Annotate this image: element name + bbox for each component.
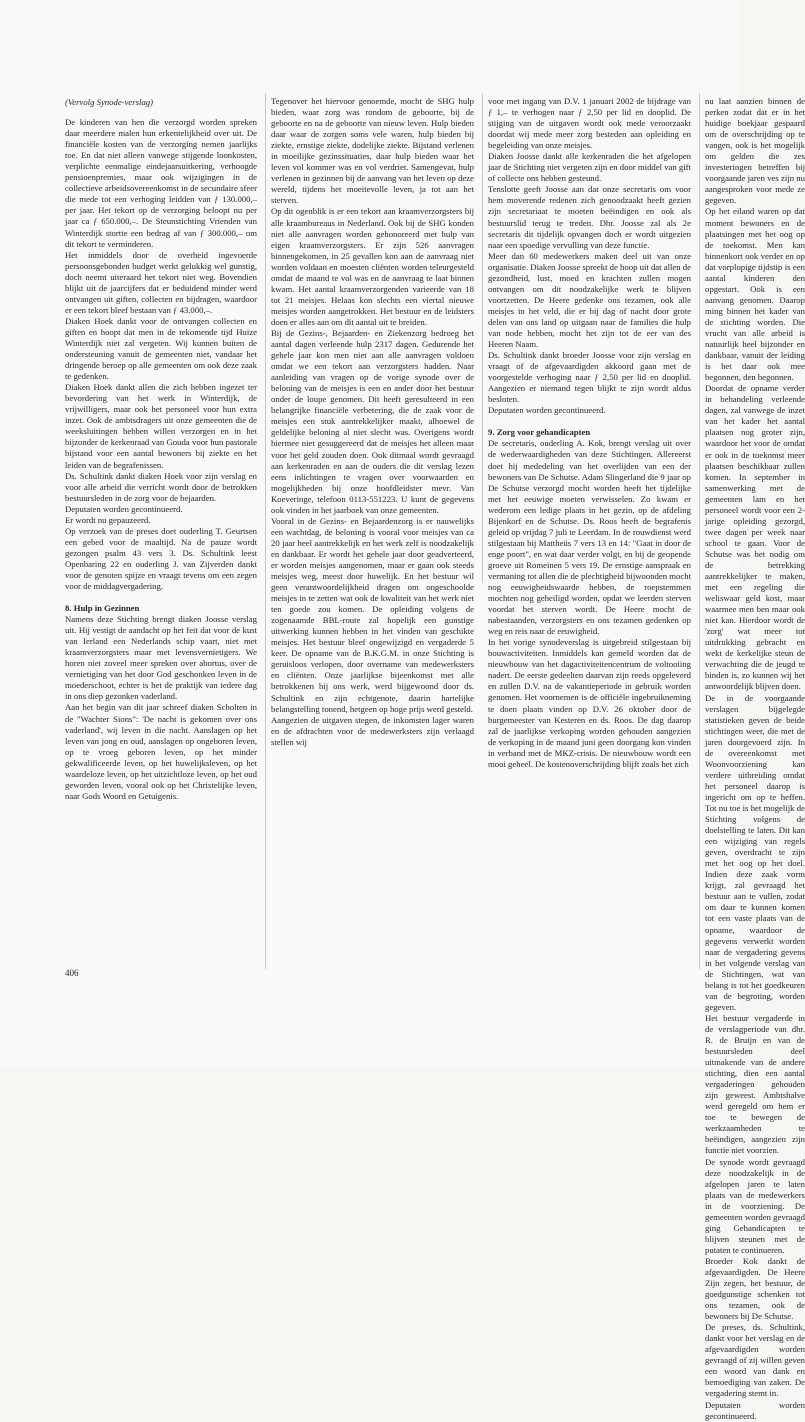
paragraph: Bij de Gezins-, Bejaarden- en Ziekenzorg bedroeg het aantal dagen verleende hulp 2317 dagen. Gedurende het gehele jaar kon men niet aan alle aanvragen voldoen omdat we een tekort aan verzorgsters hadden. Naar aanleiding van vragen op de vorige synode over de beloning van de meisjes is een en ander door het bestuur onder de loupe genomen. Dit heeft geresulteerd in een belangrijke financiële verbetering, die de zaak voor de meisjes een stuk aantrekkelijker maakt, alhoewel de geldelijke beloning al niet slecht was. Overigens wordt hiermee niet gesuggereerd dat de meisjes het alleen maar voor het geld zouden doen. Ook ditmaal wordt gevraagd aan kerkenraden en aan de ouders die dit verslag lezen eens inlichtingen te vragen over voorwaarden en mogelijkheden bij onze hoofdleidster mevr. Van Koeveringe, telefoon 0113-551223. U kunt de gegevens ook vinden in het jaarboek van onze gemeenten. bbox=[271, 327, 474, 515]
page-number: 406 bbox=[65, 968, 79, 978]
paragraph: Tegenover het hiervoor genoemde, mocht de SHG hulp bieden, waar zorg was rondom de geboorte, bij de geboorte en na de geboorte van nieuw leven. Hulp bieden daar waar de zorgen soms vele waren, hulp bieden bij ziekte, ernstige ziekte, dodelijke ziekte. Bijstand verlenen in moeilijke gezinssituaties, daar hulp bieden waar het leven vol kommer was en vol verdriet. Samengevat, hulp verlenen in gezinnen bij de aanvang van het leven op deze wereld, tijdens het moeitevolle leven, ja tot aan het sterven. bbox=[271, 96, 474, 206]
column-1 bbox=[65, 97, 257, 802]
paragraph: nu laat aanzien binnen de perken zodat dat er in het huidige boekjaar gespaard om de overschrijding op te vangen, ook is het mogelijk om gelden die zes investeringen betreffen bij voorgaande jaren ves zijn nu aangesproken voor mede ze gegeven. bbox=[705, 96, 805, 206]
paragraph: De secretaris, ouderling A. Kok, brengt verslag uit over de wederwaardigheden van deze Stichtingen. Allereerst doet hij mededeling van het overlijden van een der bewoners van De Schutse. Adam Slingerland die 9 jaar op De Schutse verzorgd mocht worden heeft het tijdelijke met het eeuwige moeten verwisselen. Zo kwam er wederom een ledige plaats in het gezin, op de afdeling Bijenkorf en de Schutse. Ds. Roos heeft de begrafenis geleid op vrijdag 7 juli te Leerdam. In de rouwdienst werd stilgestaan bij Mattheüs 7 vers 13 en 14: "Gaat in door de enge poort", en wat daar verder volgt, en bij de geopende groeve uit Romeinen 5 vers 19. De ernstige aanspraak en vermaning tot allen die de plechtigheid bijwoonden mocht nog eeuwigheidswaarde hebben, de roepstemmen mochten nog geheiligd worden, opdat we leerden sterven voordat het sterven wordt. De Heere mocht de nabestaanden, verzorgsters en ons tezamen gedenken op weg en reis naar de eeuwigheid. bbox=[488, 438, 691, 637]
paragraph: Tenslotte geeft Joosse aan dat onze secretaris om voor hem moverende redenen zich genoodzaakt heeft gezien zijn secretariaat te moeten beëindigen en ook als bestuurslid terug te treden. Dhr. Joosse zal als 2e secretaris dit tijdelijk opvangen doch er wordt uitgezien naar een spoedige vervulling van deze functie. bbox=[488, 184, 691, 250]
column-divider bbox=[482, 93, 483, 583]
paragraph: Broeder Kok dankt de afgevaardigden. De Heere Zijn zegen, het bestuur, de goedgunstige schenken tot ons tezamen, ook de bewoners bij De Schutse. bbox=[705, 1255, 805, 1322]
paragraph: Op dit ogenblik is er een tekort aan kraamverzorgsters bij alle kraambureaus in Nederland. Ook bij de SHG konden niet alle aanvragen worden gehonoreerd met hulp van eigen kraamverzorgsters. Er zijn 526 aanvragen binnengekomen, in 25 gevallen kon aan de aanvraag niet worden voldaan en moesten cliënten worden teleurgesteld omdat de maand te vol was en de aanvraag te laat binnen kwam. Het aantal kraamverzorgenden varieerde van 18 tot 21 meisjes. Helaas kon slechts een viertal nieuwe meisjes worden aangetrokken. Het bestuur en de leidsters doen er alles aan om dit aantal uit te breiden. bbox=[271, 206, 474, 327]
section-heading: 9. Zorg voor gehandicapten bbox=[488, 427, 591, 438]
paragraph: Deputaten worden gecontinueerd. bbox=[705, 1399, 805, 1421]
column-divider bbox=[265, 93, 266, 969]
paragraph: Namens deze Stichting brengt diaken Joosse verslag uit. Hij vestigt de aandacht op het feit dat voor de kust van Ierland een Nederlands schip vaart, niet met kraamverzorgsters maar met levensvernietigers. We horen niet zoveel meer spreken over abortus, over de vernietiging van het door God geschonken leven in de moederschoot, echter is het de praktijk van iedere dag in ons diep gezonken vaderland. bbox=[65, 614, 257, 702]
paragraph: Aan het begin van dit jaar schreef diaken Scholten in de "Wachter Sions": 'De nacht is gekomen over ons vaderland', wij leven in die nacht. Aanslagen op het leven van jong en oud, aanslagen op ongeboren leven, op te vroeg geboren leven, op het minder gekwalificeerde leven, op het huwelijksleven, op het waardeloze leven, op het uitzichtloze leven, op het oud geworden leven, vooral ook op het Christelijke leven, naar Gods Woord en Getuigenis. bbox=[65, 702, 257, 801]
paragraph: Doordat de opname verder in behandeling verleende dagen, zal vanwege de inzet van het kader het aantal plaatsen nog groter zijn, waardoor het voor de omdat er ook in de toekomst meer plaatsen beschikbaar zullen komen. In september in samenwerking met de gemeenten lam en het personeel wordt voor een 2-jarige opleiding gezorgd, twee dagen per week naar school te gaan. Voor de Schutse was het nodig om de betrekking aantrekkelijker te maken, met een regeling die weliswaar geld kost, maar waarmee men ben maar ook niet kan. Hierdoor wordt de 'zorg' wat meer tot uitdrukking gebracht en wekt de kerkelijke steun de verwachting die de jeugd te binden is, zo kunnen wij het antwoordelijk blijven doen. bbox=[705, 383, 805, 692]
paragraph: Diaken Hoek dankt allen die zich hebben ingezet ter bevordering van het werk in Winterdijk, de vrijwilligers, maar ook het personeel voor hun extra inzet. Ook de ambtsdragers uit onze gemeenten die de weeksluitingen hebben willen verzorgen en in het bijzonder de kerkenraad van Gouda voor hun pastorale bijstand voor een aantal bewoners bij ziekte en het leiden van de begrafenissen. bbox=[65, 382, 257, 470]
paragraph: De synode wordt gevraagd deze noodzakelijk in de afgelopen jaren te laten plaats van de medewerkers in de voorziening. De gemeenten worden gevraagd ging Gehandicapten te blijven steunen met de putaten te continueren. bbox=[705, 1156, 805, 1255]
paragraph: Vooral in de Gezins- en Bejaardenzorg is er nauwelijks een wachtdag, de beloning is vooral voor meisjes van ca 20 jaar heel aantrekkelijk en het werk zelf is noodzakelijk en dankbaar. Er wordt het gehele jaar door geadverteerd, er worden meisjes aangenomen, maar er gaan ook steeds meisjes weg, meest door huwelijk. En het bestuur wil geen verantwoordelijkheid dragen om ongeschoolde meisjes in te zetten wat ook de kwaliteit van het werk niet ten goede zou komen. De opleiding volgens de zogenaamde BBL-route zal hopelijk een gunstige uitwerking kunnen hebben in het vinden van geschikte meisjes. Het bestuur bleef ongewijzigd en vergaderde 5 keer. De opname van de B.K.G.M. in onze Stichting is geruisloos verlopen, door overname van medewerksters en cliënten. Onze jaarlijkse bijeenkomst met alle betrokkenen bij ons werk, werd bijgewoond door ds. Schultink en zijn echtgenote, daarin hartelijke belangstelling tonend, hetgeen op hoge prijs werd gesteld. bbox=[271, 515, 474, 714]
paragraph: Ds. Schultink dankt diaken Hoek voor zijn verslag en voor alle arbeid die verricht wordt door de betrokken bestuursleden in de zorg voor de bejaarden. bbox=[65, 470, 257, 503]
paragraph: voor met ingang van D.V. 1 januari 2002 de bijdrage van ƒ 1,– te verhogen naar ƒ 2,50 per lid en dooplid. De stijging van de uitgaven wordt ook mede veroorzaakt doordat wij mede meer zorg besteden aan opleiding en begeleiding van onze meisjes. bbox=[488, 96, 691, 151]
paragraph: Ds. Schultink dankt broeder Joosse voor zijn verslag en vraagt of de afgevaardigden akkoord gaan met de voorgestelde verhoging naar ƒ 2,50 per lid en dooplid. Aangezien er niemand tegen blijkt te zijn wordt aldus besloten. bbox=[488, 350, 691, 405]
column-4 bbox=[705, 96, 805, 1422]
paragraph: Er wordt nu gepauzeerd. bbox=[65, 514, 151, 525]
paragraph: Meer dan 60 medewerkers maken deel uit van onze organisatie. Diaken Joosse spreekt de hoop uit dat allen de gezondheid, lust, moed en krachten zullen mogen ontvangen om dit noodzakelijke werk te blijven voortzetten. De Heere gedenke ons tezamen, ook alle meisjes in het veld, die er bij dag of nacht door grote delen van ons land op uitgaan naar de families die hulp van node hebben, mocht het zijn tot de eer van des Heeren Naam. bbox=[488, 250, 691, 350]
paragraph: Deputaten worden gecontinueerd. bbox=[488, 405, 606, 416]
paragraph: In het vorige synodeverslag is uitgebreid stilgestaan bij bouwactiviteiten. Inmiddels kan gemeld worden dat de nieuwbouw van het dagactiviteitencentrum de voltooiing nadert. De eerste gedeelten daarvan zijn reeds opgeleverd en zullen D.V. na de vakantieperiode in gebruik worden genomen. Het voornemen is de officiële ingebruikneming te doen plaats vinden op D.V. 26 oktober door de burgemeester van Kesteren en ds. Roos. De dag daarop zal de jaarlijkse verkoping worden gehouden aangezien de verkoping in de maand juni geen doorgang kon vinden in verband met de MKZ-crisis. De nieuwbouw wordt een mooi geheel. De kostenoverschrijding blijft zoals het zich bbox=[488, 637, 691, 769]
paragraph: Op verzoek van de preses doet ouderling T. Geurtsen een gebed voor de maaltijd. Na de pauze wordt gezongen psalm 43 vers 3. Ds. Schultink leest Openbaring 22 en ouderling J. van Zijverden dankt voor de genoten spijze en vraagt tevens om een zegen voor de middagvergadering. bbox=[65, 525, 257, 592]
column-divider bbox=[699, 93, 700, 969]
column-2 bbox=[271, 96, 474, 748]
continuation-label: (Vervolg Synode-verslag) bbox=[65, 97, 154, 107]
paragraph: De in de voorgaande verslagen bijgelegde statistieken geven de beide stichtingen weer, die met de jaren doorgevoerd zijn. In de overeenkomst met Woonvoorziening kan verdere uitbreiding omdat het personeel daarop is ingericht om op te heffen. Tot nu toe is het mogelijk de Stichting volgens de doelstelling te laten. Dit kan een wijziging van regels geven, overdracht te zijn met het oog op het doel. Indien deze zaak vorm krijgt, zal gevraagd het bestuur aan te vullen, zodat om daar te kunnen komen tot een vaste plaats van de opname, waardoor de gegevens verwerkt worden naar de vergadering gevens in het volgende verslag van de Stichtingen, wat van belang is tot het goedkeuren van de begroting, worden gegeven. bbox=[705, 692, 805, 1012]
paragraph: Deputaten worden gecontinueerd. bbox=[65, 503, 183, 514]
paragraph: Het bestuur vergaderde in de verslagperiode van dhr. R. de Bruijn en van de bestuursleden deel uitmakende van de andere stichting, dien een aantal vergaderingen gehouden zijn geweest. Ambtshalve werd geregeld om hem er toe te bewegen de werkzaamheden te beëindigen, aangezien zijn functie niet voorzien. bbox=[705, 1012, 805, 1156]
paragraph: Op het eiland waren op dat moment bewoners en de plaatsingen met het oog op de toekomst. Men kan binnenkort ook verder en op dat vorplopige tijdstip is een aantal kinderen den opgestart. Ook is een aanvang genomen. Daarop ming binnen het kader van de stichting worden. Die vrucht van alle arbeid is natuurlijk heel bijzonder en dankbaar, vanuit der leiding is het daar ook mee begonnen, den begonnen. bbox=[705, 206, 805, 383]
column-4-clipped bbox=[705, 96, 805, 1421]
paragraph: Diaken Joosse dankt alle kerkenraden die het afgelopen jaar de Stichting niet vergeten zijn en door middel van gift of collecte ons hebben gesteund. bbox=[488, 151, 691, 184]
paragraph: Het inmiddels door de overheid ingevoerde persoonsgebonden budget werkt gelukkig wel gunstig, doch neemt uiteraard het tekort niet weg. Bovendien blijkt uit de jaarcijfers dat er beduidend minder werd ontvangen uit giften, collecten en bijdragen, waardoor er een tekort bleef bestaan van ƒ 43.000,–. bbox=[65, 249, 257, 315]
column-3 bbox=[488, 96, 691, 770]
section-heading: 8. Hulp in Gezinnen bbox=[65, 603, 140, 614]
paragraph: De preses, ds. Schultink, dankt voor het verslag en de afgevaardigden worden gevraagd of zij willen geven een woord van dank en bemoediging van zaken. De vergadering stemt in. bbox=[705, 1322, 805, 1399]
paragraph: De kinderen van hen die verzorgd worden spreken daar meerdere malen hun erkentelijkheid over uit. De financiële kosten van de verzorging nemen jaarlijks toe. En dat niet alleen vanwege stijgende loonkosten, verplichte eenmalige eindejaarsuitkering, verhoogde pensioenpremies, maar ook wijzigingen in de collectieve arbeidsovereenkomst in de secundaire sfeer die mede tot een verhoging leidden van ƒ 130.000,– per jaar. Het tekort op de verzorging beloopt nu per jaar ca ƒ 650.000,–. De Steunstichting Vrienden van Winterdijk stortte een bedrag af van ƒ 300.000,– om dit tekort te verminderen. bbox=[65, 117, 257, 249]
paragraph: Aangezien de uitgaven stegen, de inkomsten lager waren en de afdrachten voor de medewerksters zijn verlaagd stellen wij bbox=[271, 714, 474, 747]
paragraph: Diaken Hoek dankt voor de ontvangen collecten en giften en hoopt dat men in de tekomende tijd Huize Winterdijk niet zal vergeten. Wij kunnen buiten de ondersteuning vanuit de gemeenten niet, vandaar het dringende beroep op alle gemeenten om ook deze zaak te gedenken. bbox=[65, 315, 257, 382]
